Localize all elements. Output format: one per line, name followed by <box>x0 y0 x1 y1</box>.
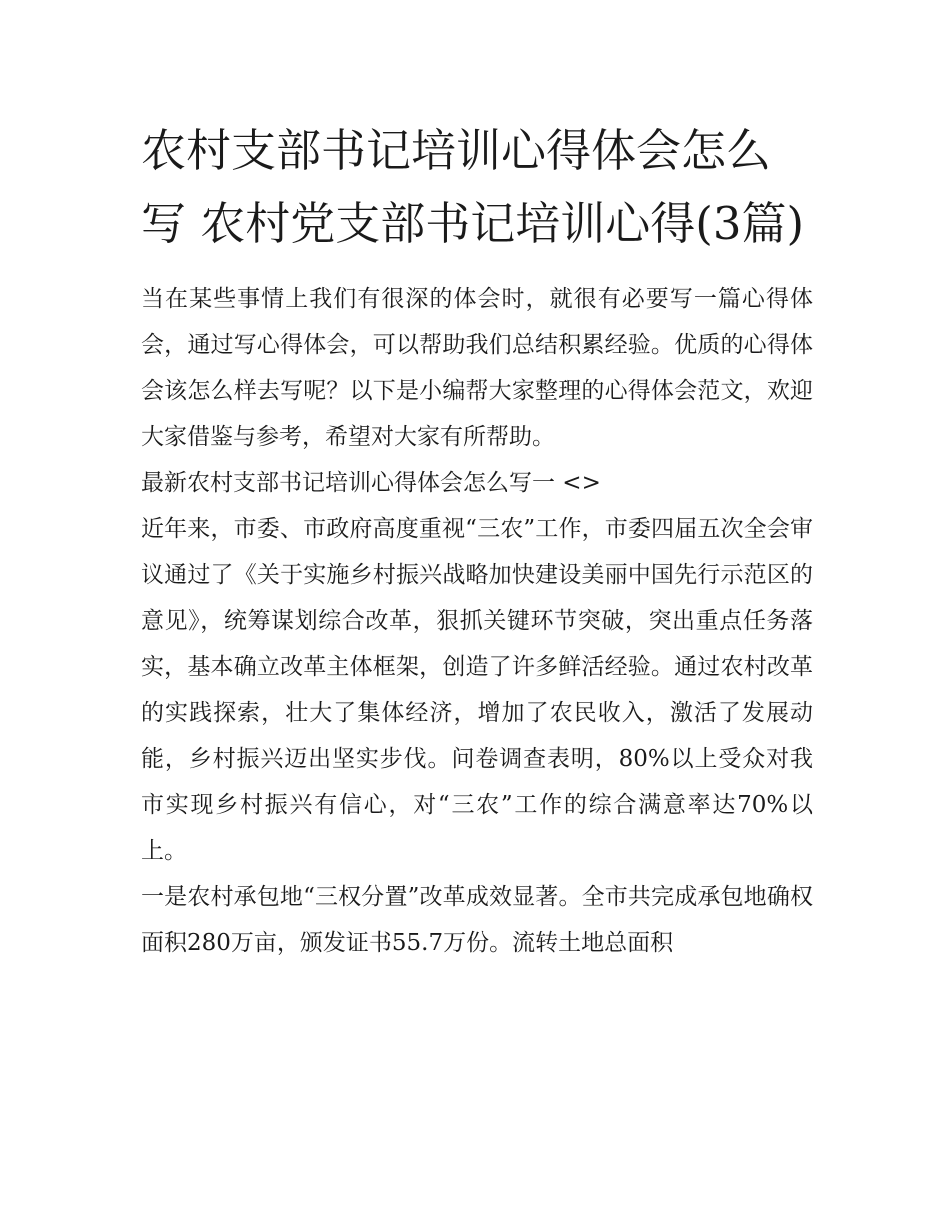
document-body <box>141 276 813 966</box>
body-paragraph: 近年来，市委、市政府高度重视“三农”工作，市委四届五次全会审议通过了《关于实施乡村振兴战略加快建设美丽中国先行示范区的意见》，统筹谋划综合改革，狠抓关键环节突破，突出重点任务落实，基本确立改革主体框架，创造了许多鲜活经验。通过农村改革的实践探索，壮大了集体经济，增加了农民收入，激活了发展动能，乡村振兴迈出坚实步伐。问卷调查表明，80%以上受众对我市实现乡村振兴有信心，对“三农”工作的综合满意率达70%以上。 <box>141 516 813 864</box>
body-paragraph: 一是农村承包地“三权分置”改革成效显著。全市共完成承包地确权面积280万亩，颁发证书55.7万份。流转土地总面积 <box>141 884 813 956</box>
intro-paragraph: 当在某些事情上我们有很深的体会时，就很有必要写一篇心得体会，通过写心得体会，可以帮助我们总结积累经验。优质的心得体会该怎么样去写呢？以下是小编帮大家整理的心得体会范文，欢迎大家借鉴与参考，希望对大家有所帮助。 <box>141 286 813 450</box>
document-title: 农村支部书记培训心得体会怎么写 农村党支部书记培训心得(3篇) <box>141 124 805 250</box>
document-page <box>141 114 813 966</box>
section-heading: 最新农村支部书记培训心得体会怎么写一 <> <box>141 470 601 496</box>
